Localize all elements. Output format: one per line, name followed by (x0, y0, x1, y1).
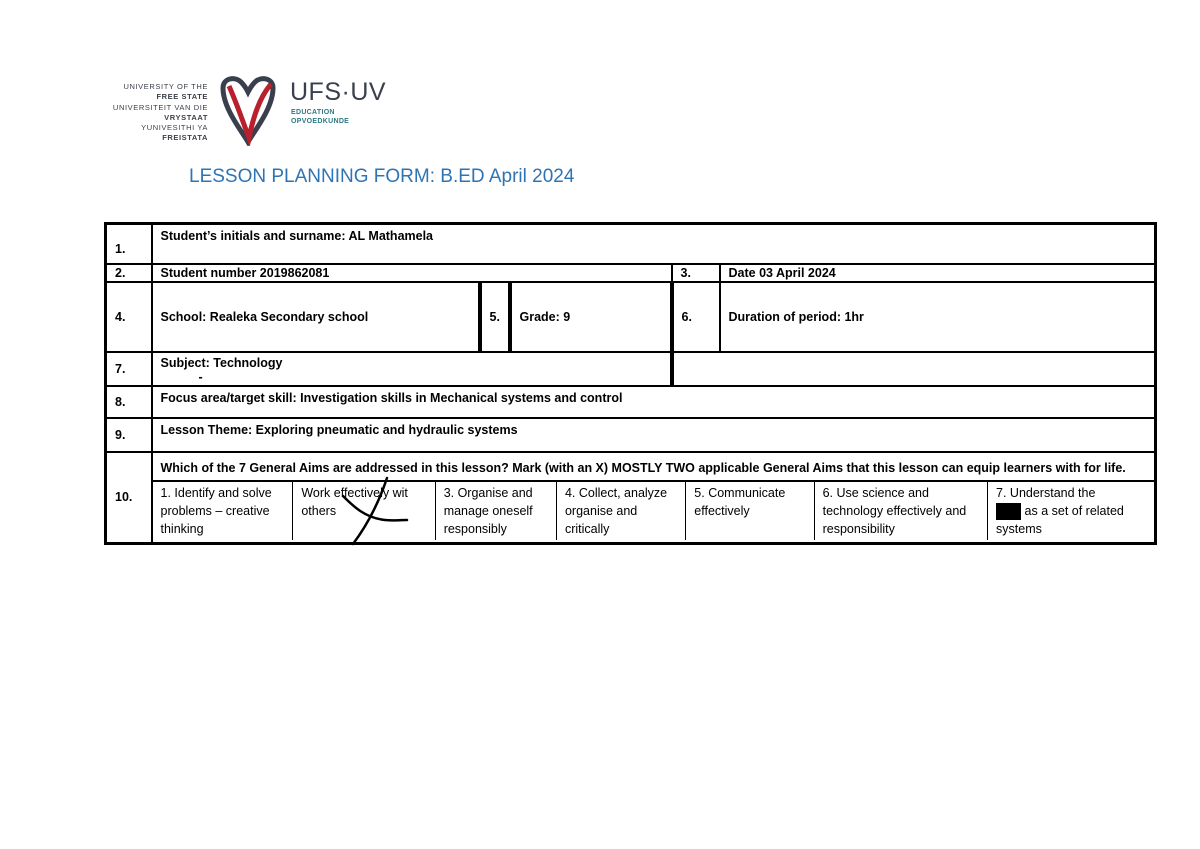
subject-field (152, 352, 672, 386)
aim-7 (988, 481, 1154, 540)
table-row (106, 418, 1156, 452)
subject-dash: - (198, 369, 203, 384)
row-number: 1. (106, 224, 152, 264)
table-row (106, 224, 1156, 264)
faculty-line: EDUCATION (291, 109, 335, 116)
row-number: 10. (106, 452, 152, 544)
brand-name: UFS·UV (290, 78, 387, 106)
uni-line: UNIVERSITEIT VAN DIE (112, 102, 208, 112)
row-number: 4. (106, 282, 152, 352)
student-name-field: Student’s initials and surname: AL Mathamela (152, 224, 1156, 264)
focus-area-field: Focus area/target skill: Investigation skills in Mechanical systems and control (152, 386, 1156, 418)
row-number: 3. (672, 264, 720, 282)
row-number: 9. (106, 418, 152, 452)
uni-line: UNIVERSITY OF THE (123, 82, 208, 91)
uni-line: FREE STATE (156, 92, 208, 102)
table-row (106, 452, 1156, 544)
row-number: 5. (480, 282, 510, 352)
lesson-theme-field: Lesson Theme: Exploring pneumatic and hydraulic systems (152, 418, 1156, 452)
general-aims-cell (152, 452, 1156, 544)
uni-line: VRYSTAAT (164, 112, 208, 122)
subject-label: Subject: Technology (160, 355, 283, 370)
row-number: 7. (106, 352, 152, 386)
date-field: Date 03 April 2024 (720, 264, 1156, 282)
aim-5: 5. Communicate effectively (686, 481, 814, 540)
aim-7-tail: as a set of related systems (996, 503, 1124, 536)
uni-line: FREISTATA (162, 133, 208, 143)
table-row (106, 264, 1156, 282)
school-field: School: Realeka Secondary school (152, 282, 480, 352)
aim-7-label: 7. Understand the (996, 485, 1096, 500)
page-title: LESSON PLANNING FORM: B.ED April 2024 (189, 166, 575, 187)
aim-3: 3. Organise and manage oneself responsibly (435, 481, 556, 540)
row-number: 8. (106, 386, 152, 418)
aims-question: Which of the 7 General Aims are addressed in this lesson? Mark (with an X) MOSTLY TWO applicable General Aims that this lesson can equip learners with for life. (153, 455, 1155, 481)
aims-table (153, 481, 1155, 540)
duration-field: Duration of period: 1hr (720, 282, 1156, 352)
aims-row (153, 481, 1155, 540)
table-row (106, 386, 1156, 418)
uni-line: YUNIVESITHI YA (141, 123, 208, 133)
faculty-line: OPVOEDKUNDE (291, 117, 350, 125)
aim-1: 1. Identify and solve problems – creative thinking (153, 481, 293, 540)
lesson-plan-table (104, 222, 1157, 545)
redaction-box (996, 503, 1021, 520)
aim-2: Work effectively wit others (293, 481, 435, 540)
table-row (106, 282, 1156, 352)
empty-cell (672, 352, 1156, 386)
student-number-field: Student number 2019862081 (152, 264, 672, 282)
university-logo (108, 74, 408, 146)
aim-4: 4. Collect, analyze organise and critically (556, 481, 685, 540)
ufs-emblem-icon (215, 74, 281, 146)
grade-field: Grade: 9 (510, 282, 672, 352)
faculty-name (291, 109, 349, 126)
aim-6: 6. Use science and technology effectively and responsibility (814, 481, 987, 540)
row-number: 6. (672, 282, 720, 352)
university-name (108, 82, 208, 144)
table-row (106, 352, 1156, 386)
row-number: 2. (106, 264, 152, 282)
